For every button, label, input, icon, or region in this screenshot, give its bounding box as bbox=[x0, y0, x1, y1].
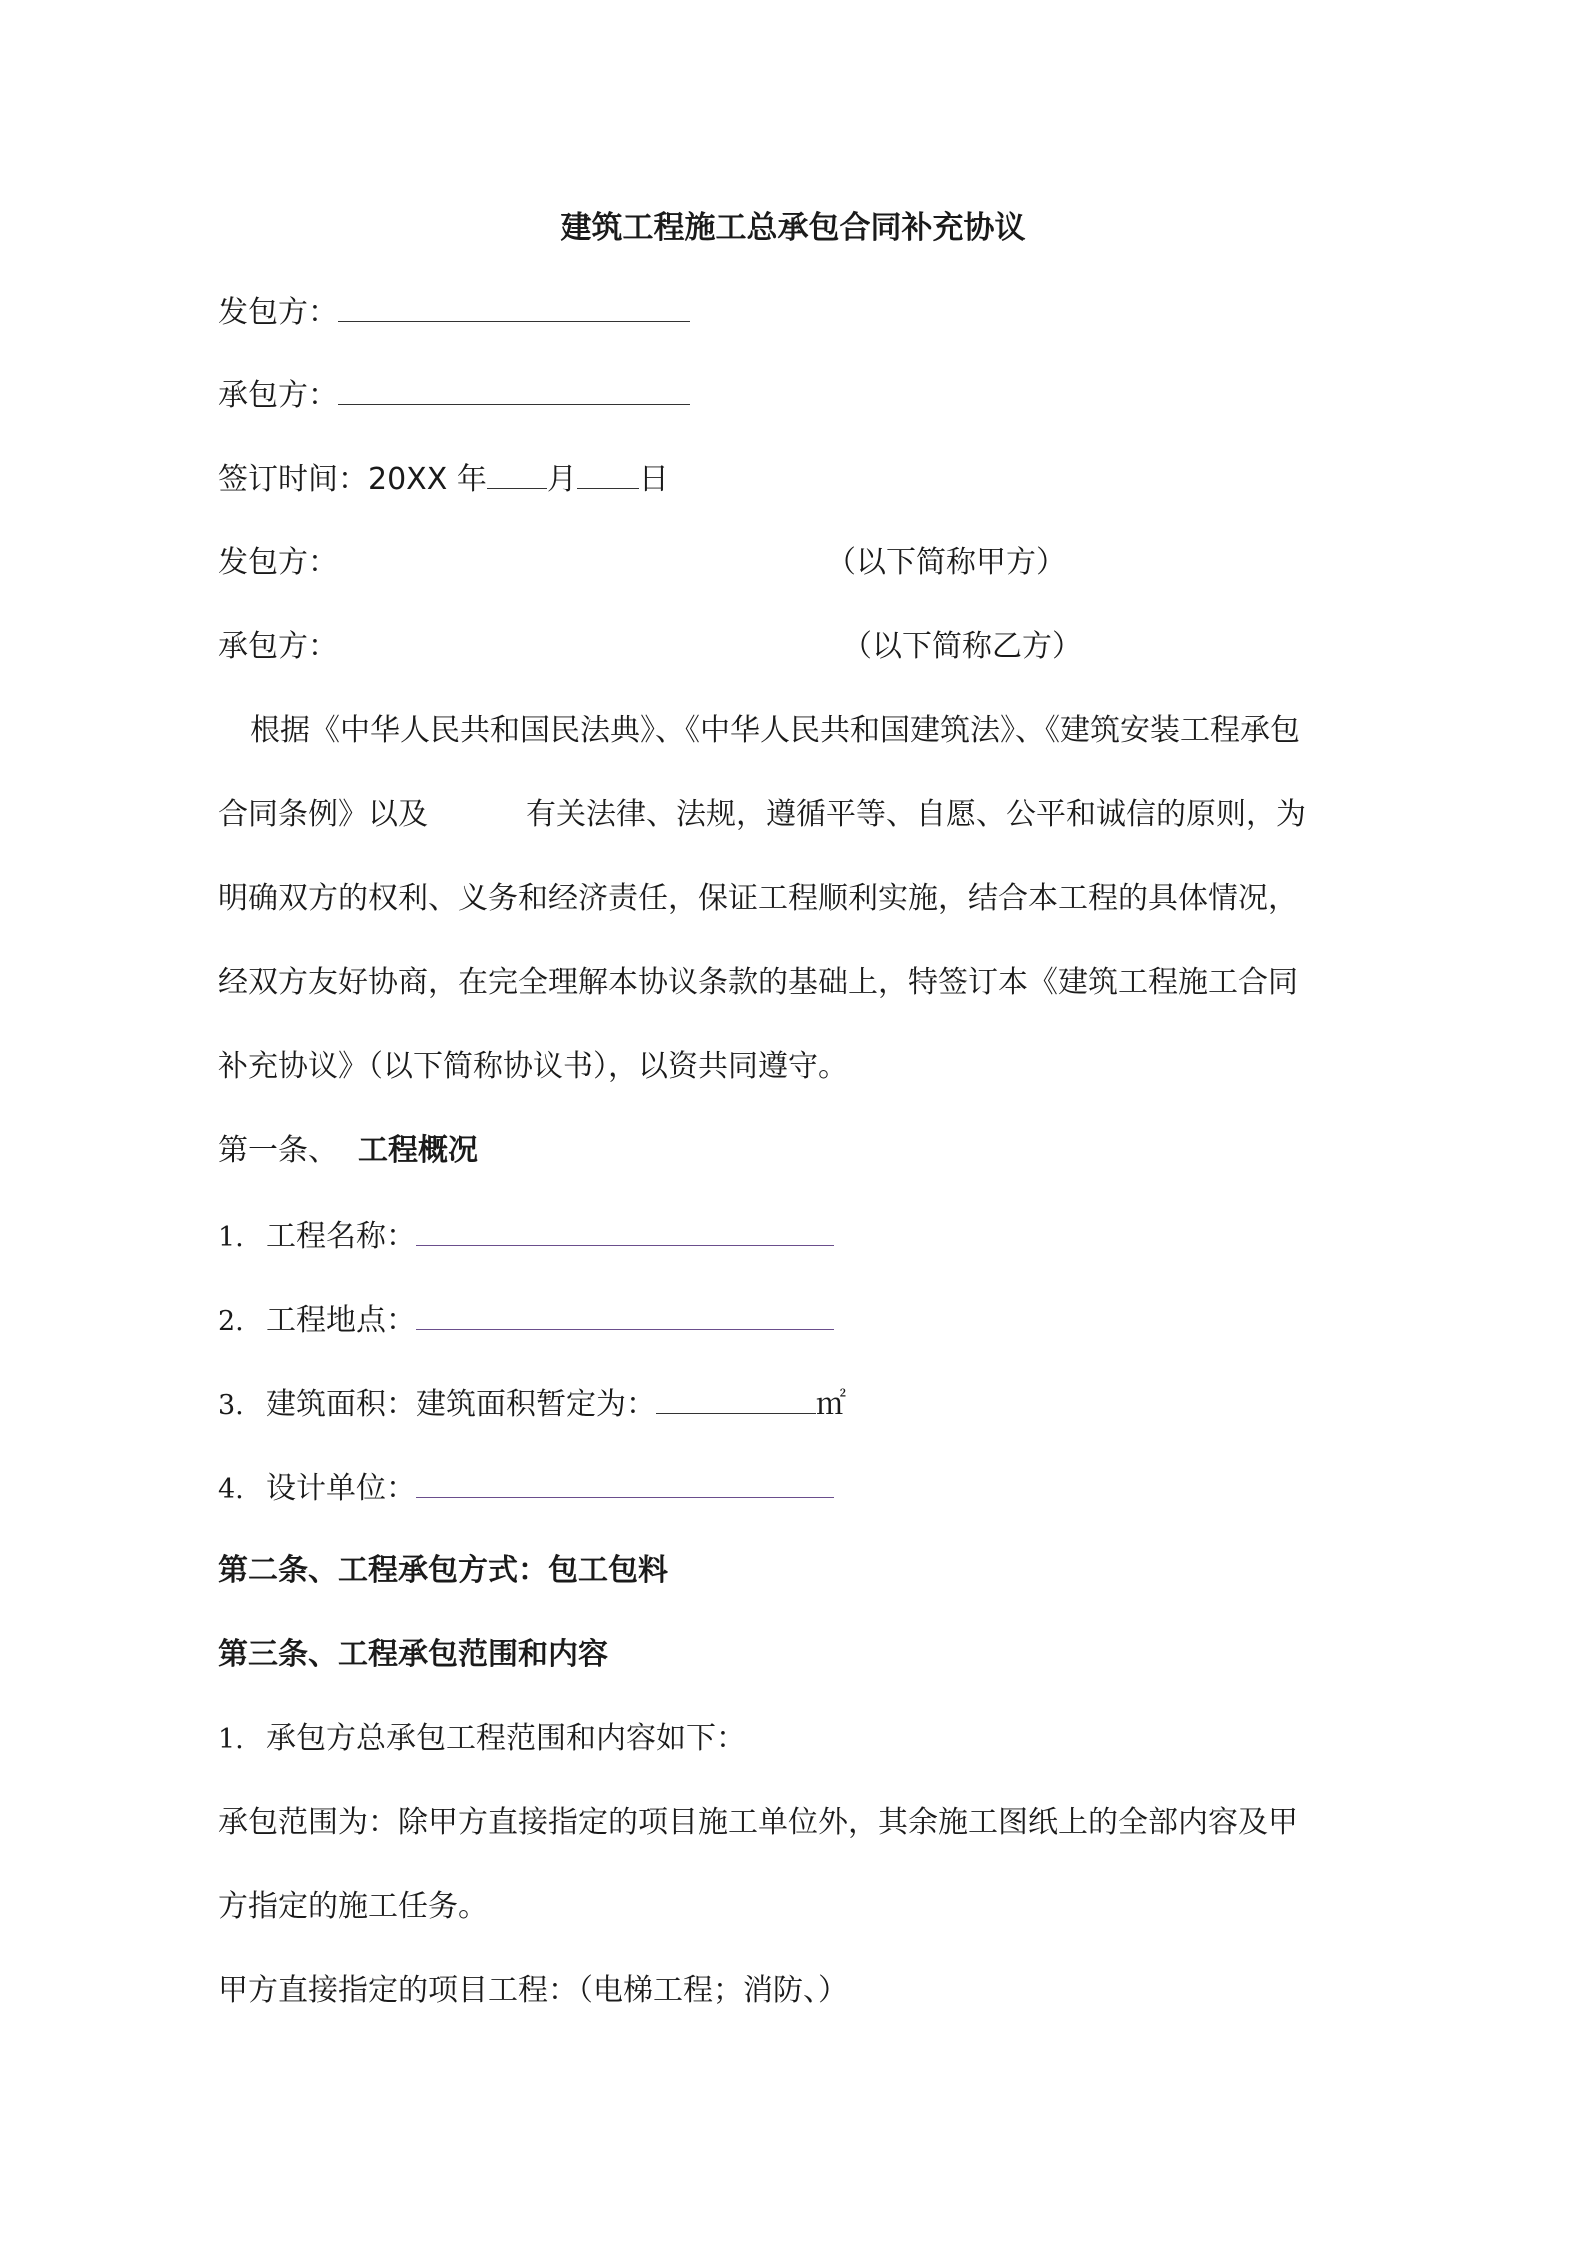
article-2-heading: 第二条、工程承包方式：包工包料 bbox=[218, 1553, 668, 1588]
preamble-line-1: 根据《中华人民共和国民法典》、《中华人民共和国建筑法》、《建筑安装工程承包 bbox=[250, 713, 1300, 748]
preamble-line-3: 明确双方的权利、义务和经济责任，保证工程顺利实施，结合本工程的具体情况， bbox=[218, 881, 1298, 916]
preamble-line-2a: 合同条例》以及 bbox=[218, 797, 428, 832]
article-3-item-1 bbox=[218, 1719, 746, 1760]
document-title: 建筑工程施工总承包合同补充协议 bbox=[560, 210, 1026, 246]
party-contractor-label: 承包方： bbox=[218, 629, 338, 664]
building-area-blank[interactable] bbox=[656, 1383, 816, 1414]
article-1-prefix: 第一条、 bbox=[218, 1133, 338, 1168]
day-label: 日 bbox=[638, 462, 669, 497]
contractor-label: 承包方： bbox=[218, 378, 338, 413]
design-unit-blank[interactable] bbox=[416, 1467, 834, 1498]
item-number: 1. bbox=[218, 1222, 244, 1253]
item-number: 3. bbox=[218, 1390, 244, 1421]
design-unit-label: 设计单位： bbox=[266, 1471, 416, 1506]
article-3-item-1-text: 承包方总承包工程范围和内容如下： bbox=[266, 1721, 746, 1756]
preamble-line-4: 经双方友好协商，在完全理解本协议条款的基础上，特签订本《建筑工程施工合同 bbox=[218, 965, 1298, 1000]
item-number: 2. bbox=[218, 1306, 244, 1337]
designated-projects: 甲方直接指定的项目工程：（电梯工程；消防、） bbox=[218, 1973, 848, 2008]
contractor-blank[interactable] bbox=[338, 374, 690, 405]
item-number: 1. bbox=[218, 1724, 244, 1755]
contractor-field bbox=[218, 374, 690, 416]
article-1-heading bbox=[218, 1131, 478, 1171]
preamble-line-2b: 有关法律、法规，遵循平等、自愿、公平和诚信的原则，为 bbox=[526, 797, 1306, 832]
preamble-line-5: 补充协议》（以下简称协议书），以资共同遵守。 bbox=[218, 1049, 848, 1084]
party-employer-alias: （以下简称甲方） bbox=[826, 545, 1066, 580]
employer-field bbox=[218, 291, 690, 333]
project-location-blank[interactable] bbox=[416, 1299, 834, 1330]
area-unit: ㎡ bbox=[816, 1387, 846, 1422]
party-contractor-alias: （以下简称乙方） bbox=[842, 629, 1082, 664]
building-area-field bbox=[218, 1383, 846, 1426]
signing-date-field bbox=[218, 458, 669, 500]
article-3-heading: 第三条、工程承包范围和内容 bbox=[218, 1637, 608, 1672]
item-number: 4. bbox=[218, 1474, 244, 1505]
day-blank[interactable] bbox=[577, 458, 639, 489]
project-name-label: 工程名称： bbox=[266, 1219, 416, 1254]
article-1-title: 工程概况 bbox=[358, 1133, 478, 1168]
signing-date-label: 签订时间：20XX 年 bbox=[218, 462, 487, 497]
month-blank[interactable] bbox=[487, 458, 547, 489]
preamble-line-2 bbox=[218, 795, 1306, 835]
project-name-field bbox=[218, 1215, 834, 1258]
project-name-blank[interactable] bbox=[416, 1215, 834, 1246]
employer-blank[interactable] bbox=[338, 291, 690, 322]
month-label: 月 bbox=[546, 462, 577, 497]
project-location-label: 工程地点： bbox=[266, 1303, 416, 1338]
building-area-label: 建筑面积：建筑面积暂定为： bbox=[266, 1387, 656, 1422]
design-unit-field bbox=[218, 1467, 834, 1510]
employer-label: 发包方： bbox=[218, 295, 338, 330]
scope-line-2: 方指定的施工任务。 bbox=[218, 1889, 488, 1924]
party-employer-label: 发包方： bbox=[218, 545, 338, 580]
project-location-field bbox=[218, 1299, 834, 1342]
scope-line-1: 承包范围为：除甲方直接指定的项目施工单位外，其余施工图纸上的全部内容及甲 bbox=[218, 1805, 1298, 1840]
